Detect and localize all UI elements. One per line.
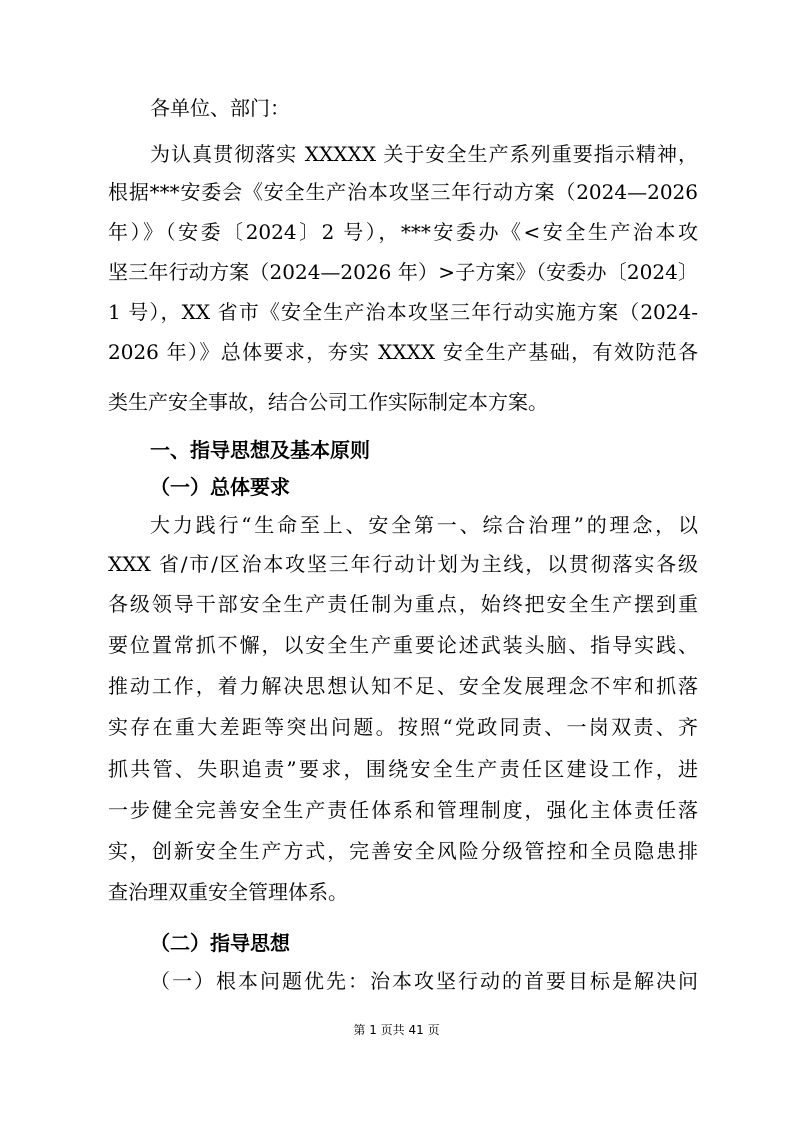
body-line-5: 推动工作，着力解决思想认知不足、安全发展理念不牢和抓落: [108, 674, 698, 698]
intro-line-5: 1 号），XX 省市《安全生产治本攻坚三年行动实施方案（2024-: [108, 300, 698, 324]
subsection-heading-2: （二）指导思想: [150, 931, 290, 955]
body-line-1: 大力践行“生命至上、安全第一、综合治理”的理念，以: [150, 513, 698, 537]
body-line-9: 实，创新安全生产方式，完善安全风险分级管控和全员隐患排: [108, 839, 698, 863]
body-line-6: 实存在重大差距等突出问题。按照“党政同责、一岗双责、齐: [108, 715, 698, 739]
section-heading-1: 一、指导思想及基本原则: [150, 438, 370, 462]
body-line-8: 一步健全完善安全生产责任体系和管理制度，强化主体责任落: [108, 798, 698, 822]
body-line-10: 查治理双重安全管理体系。: [108, 880, 348, 904]
page-footer: 第 1 页共 41 页: [353, 1023, 440, 1037]
intro-line-2: 根据***安委会《安全生产治本攻坚三年行动方案（2024—2026: [108, 180, 698, 204]
intro-line-7: 类生产安全事故，结合公司工作实际制定本方案。: [108, 390, 548, 414]
final-line: （一）根本问题优先：治本攻坚行动的首要目标是解决问: [150, 969, 698, 993]
subsection-heading-1: （一）总体要求: [150, 475, 290, 499]
body-line-3: 各级领导干部安全生产责任制为重点，始终把安全生产摆到重: [108, 592, 698, 616]
body-line-4: 要位置常抓不懈，以安全生产重要论述武装头脑、指导实践、: [108, 633, 698, 657]
body-line-7: 抓共管、失职追责”要求，围绕安全生产责任区建设工作，进: [108, 757, 698, 781]
intro-line-6: 2026 年）》总体要求，夯实 XXXX 安全生产基础，有效防范各: [108, 340, 698, 364]
body-line-2: XXX 省/市/区治本攻坚三年行动计划为主线，以贯彻落实各级: [108, 552, 698, 576]
intro-line-4: 坚三年行动方案（2024—2026 年）>子方案》（安委办〔2024〕: [108, 260, 698, 284]
salutation: 各单位、部门：: [150, 96, 290, 120]
intro-line-3: 年）》（安委〔2024〕2 号），***安委办《<安全生产治本攻: [108, 220, 698, 244]
intro-line-1: 为认真贯彻落实 XXXXX 关于安全生产系列重要指示精神，: [150, 142, 698, 166]
